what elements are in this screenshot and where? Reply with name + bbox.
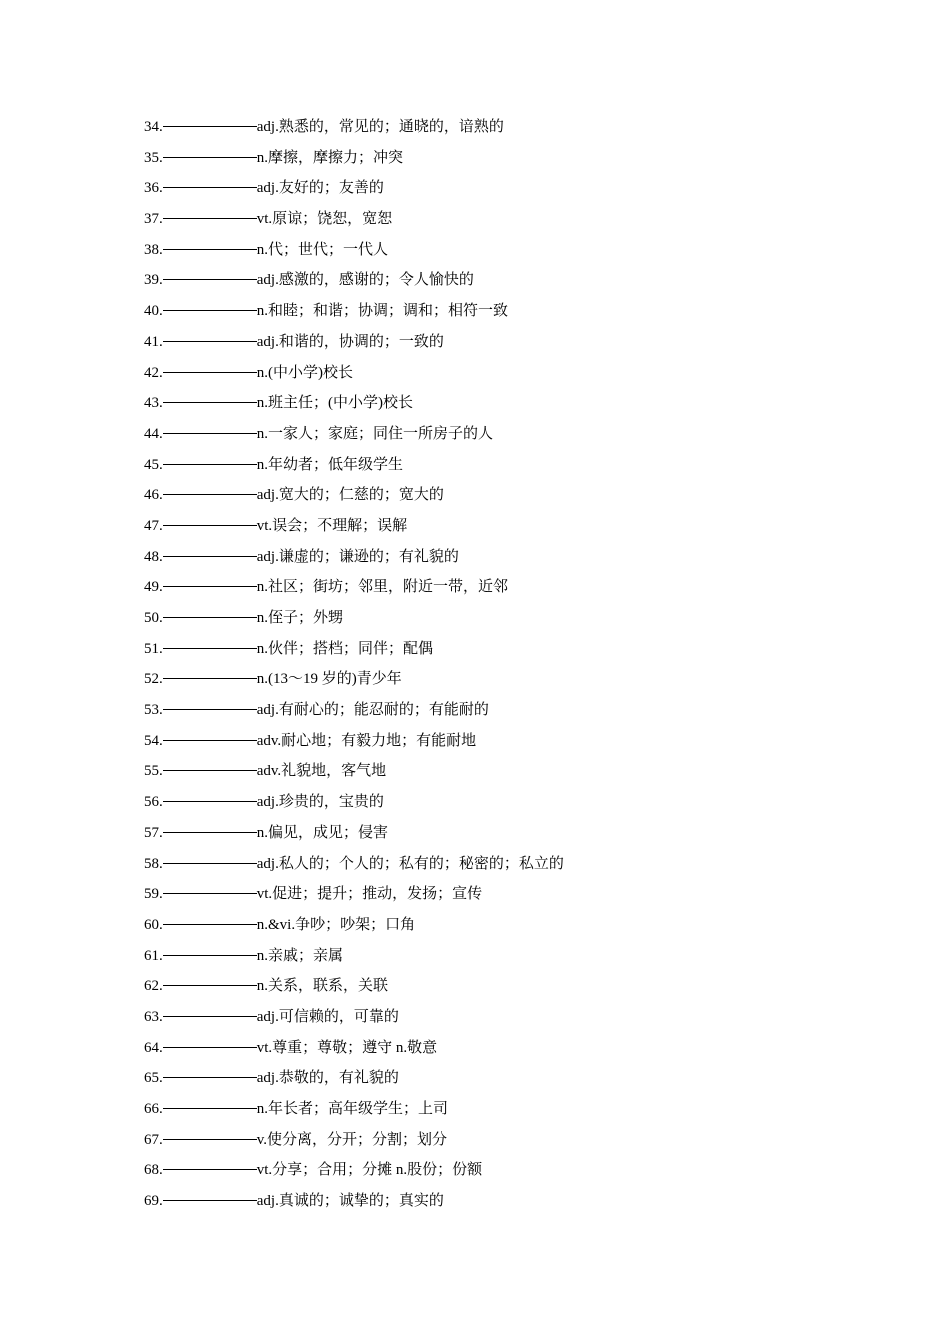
answer-blank[interactable] [163, 831, 257, 833]
item-definition: vt.尊重；尊敬；遵守 n.敬意 [256, 1039, 438, 1056]
list-item [144, 910, 564, 941]
list-item [144, 296, 564, 327]
list-item [144, 695, 564, 726]
item-number: 38. [144, 241, 163, 258]
answer-blank[interactable] [163, 1138, 257, 1140]
item-definition: n.关系，联系，关联 [256, 978, 389, 995]
list-item [144, 265, 564, 296]
item-number: 58. [144, 855, 163, 872]
item-definition: n.和睦；和谐；协调；调和；相符一致 [256, 303, 509, 320]
item-number: 35. [144, 149, 163, 166]
item-definition: n.年长者；高年级学生；上司 [256, 1101, 449, 1117]
item-number: 59. [144, 886, 163, 903]
answer-blank[interactable] [163, 1046, 257, 1048]
item-number: 69. [144, 1193, 163, 1210]
list-item [144, 971, 564, 1002]
list-item [144, 726, 564, 757]
answer-blank[interactable] [163, 125, 257, 127]
list-item [144, 1002, 564, 1033]
item-number: 39. [144, 272, 163, 289]
item-definition: adj.谦虚的；谦逊的；有礼貌的 [256, 548, 459, 565]
list-item [144, 941, 564, 972]
item-definition: adj.熟悉的，常见的；通晓的，谙熟的 [256, 119, 504, 135]
item-number: 51. [144, 640, 163, 657]
answer-blank[interactable] [163, 677, 257, 679]
item-number: 42. [144, 364, 163, 381]
item-definition: n.班主任；(中小学)校长 [256, 395, 413, 412]
item-number: 66. [144, 1101, 163, 1117]
item-definition: adj.和谐的，协调的；一致的 [256, 333, 444, 350]
item-definition: n.(13～19 岁的)青少年 [256, 671, 402, 688]
item-number: 50. [144, 610, 163, 626]
list-item [144, 173, 564, 204]
item-definition: adv.耐心地；有毅力地；有能耐地 [256, 732, 477, 749]
item-definition: n.年幼者；低年级学生 [256, 456, 404, 473]
answer-blank[interactable] [163, 309, 257, 311]
list-item [144, 204, 564, 235]
list-item [144, 542, 564, 573]
list-item [144, 235, 564, 266]
list-item [144, 327, 564, 358]
answer-blank[interactable] [163, 1168, 257, 1170]
answer-blank[interactable] [163, 1199, 257, 1201]
list-item [144, 787, 564, 818]
list-item [144, 849, 564, 880]
item-number: 62. [144, 978, 163, 995]
answer-blank[interactable] [163, 892, 257, 894]
item-number: 48. [144, 548, 163, 565]
list-item [144, 450, 564, 481]
list-item [144, 358, 564, 389]
item-definition: adj.可信赖的，可靠的 [256, 1008, 399, 1025]
answer-blank[interactable] [163, 401, 257, 403]
list-item [144, 1125, 564, 1156]
item-number: 47. [144, 517, 163, 534]
item-definition: n.一家人；家庭；同住一所房子的人 [256, 425, 494, 442]
item-number: 43. [144, 395, 163, 412]
item-number: 34. [144, 119, 163, 135]
list-item [144, 756, 564, 787]
item-definition: n.社区；街坊；邻里，附近一带，近邻 [256, 579, 509, 596]
item-definition: vt.促进；提升；推动，发扬；宣传 [256, 886, 483, 903]
item-number: 45. [144, 456, 163, 473]
list-item [144, 1063, 564, 1094]
list-item [144, 1033, 564, 1064]
list-item [144, 388, 564, 419]
answer-blank[interactable] [163, 862, 257, 864]
answer-blank[interactable] [163, 524, 257, 526]
item-number: 53. [144, 702, 163, 719]
item-definition: adj.真诚的；诚挚的；真实的 [256, 1193, 444, 1210]
answer-blank[interactable] [163, 432, 257, 434]
item-definition: n.侄子；外甥 [256, 610, 344, 626]
item-number: 57. [144, 824, 163, 841]
list-item [144, 664, 564, 695]
item-definition: n.代；世代；一代人 [256, 241, 389, 258]
item-number: 68. [144, 1162, 163, 1179]
list-item [144, 112, 564, 143]
list-item [144, 143, 564, 174]
item-definition: vt.分享；合用；分摊 n.股份；份额 [256, 1162, 483, 1179]
item-definition: adj.有耐心的；能忍耐的；有能耐的 [256, 702, 489, 719]
answer-blank[interactable] [163, 585, 257, 587]
item-definition: adj.感激的，感谢的；令人愉快的 [256, 272, 474, 289]
item-number: 67. [144, 1131, 163, 1148]
item-definition: n.&vi.争吵；吵架；口角 [256, 916, 416, 933]
item-definition: n.(中小学)校长 [256, 364, 353, 381]
item-definition: n.偏见，成见；侵害 [256, 824, 389, 841]
item-number: 52. [144, 671, 163, 688]
item-number: 40. [144, 303, 163, 320]
list-item [144, 818, 564, 849]
item-number: 64. [144, 1039, 163, 1056]
item-definition: n.伙伴；搭档；同伴；配偶 [256, 640, 434, 657]
answer-blank[interactable] [163, 708, 257, 710]
item-number: 55. [144, 763, 163, 780]
answer-blank[interactable] [163, 647, 257, 649]
answer-blank[interactable] [163, 616, 257, 618]
item-number: 49. [144, 579, 163, 596]
list-item [144, 1094, 564, 1125]
item-definition: v.使分离，分开；分割；划分 [256, 1131, 448, 1148]
list-item [144, 1155, 564, 1186]
item-definition: adj.友好的；友善的 [256, 180, 384, 197]
list-item [144, 480, 564, 511]
answer-blank[interactable] [163, 954, 257, 956]
list-item [144, 572, 564, 603]
item-number: 65. [144, 1070, 163, 1087]
item-number: 41. [144, 333, 163, 350]
list-item [144, 511, 564, 542]
answer-blank[interactable] [163, 555, 257, 557]
item-number: 56. [144, 794, 163, 811]
item-definition: adj.私人的；个人的；私有的；秘密的；私立的 [256, 855, 564, 872]
answer-blank[interactable] [163, 923, 257, 925]
answer-blank[interactable] [163, 493, 257, 495]
answer-blank[interactable] [163, 156, 257, 158]
answer-blank[interactable] [163, 248, 257, 250]
answer-blank[interactable] [163, 984, 257, 986]
answer-blank[interactable] [163, 800, 257, 802]
item-number: 61. [144, 947, 163, 964]
item-number: 36. [144, 180, 163, 197]
answer-blank[interactable] [163, 1076, 257, 1078]
list-item [144, 1186, 564, 1217]
answer-blank[interactable] [163, 278, 257, 280]
item-number: 60. [144, 916, 163, 933]
vocabulary-list [144, 112, 564, 1217]
answer-blank[interactable] [163, 739, 257, 741]
answer-blank[interactable] [163, 371, 257, 373]
item-definition: adj.宽大的；仁慈的；宽大的 [256, 487, 444, 504]
item-number: 37. [144, 211, 163, 228]
answer-blank[interactable] [163, 1015, 257, 1017]
item-definition: adj.恭敬的，有礼貌的 [256, 1070, 399, 1087]
item-definition: n.亲戚；亲属 [256, 947, 344, 964]
answer-blank[interactable] [163, 463, 257, 465]
answer-blank[interactable] [163, 340, 257, 342]
item-definition: vt.误会；不理解；误解 [256, 517, 408, 534]
item-definition: n.摩擦，摩擦力；冲突 [256, 149, 404, 166]
list-item [144, 634, 564, 665]
list-item [144, 603, 564, 634]
answer-blank[interactable] [163, 186, 257, 188]
item-definition: adj.珍贵的，宝贵的 [256, 794, 384, 811]
item-definition: vt.原谅；饶恕，宽恕 [256, 211, 393, 228]
answer-blank[interactable] [163, 769, 257, 771]
list-item [144, 879, 564, 910]
item-number: 44. [144, 425, 163, 442]
item-number: 63. [144, 1008, 163, 1025]
item-definition: adv.礼貌地，客气地 [256, 763, 387, 780]
item-number: 54. [144, 732, 163, 749]
answer-blank[interactable] [163, 217, 257, 219]
item-number: 46. [144, 487, 163, 504]
answer-blank[interactable] [163, 1107, 257, 1109]
list-item [144, 419, 564, 450]
